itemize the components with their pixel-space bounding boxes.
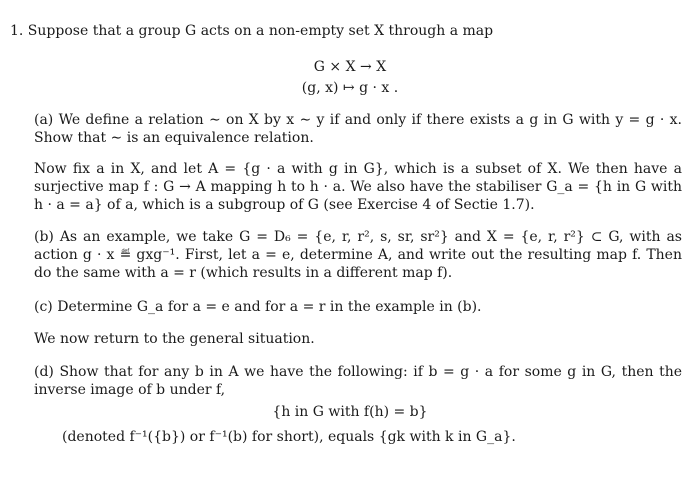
part-a: (a) We define a relation ∼ on X by x ∼ y if and only if there exists a g in G with y = g · x. Show that ∼ is an equivalence relation.: [34, 112, 682, 146]
display-formula-preimage: {h in G with f(h) = b}: [272, 404, 428, 420]
display-formula-action: (g, x) ↦ g · x .: [301, 80, 399, 96]
part-c: (c) Determine G_a for a = e and for a = r in the example in (b).: [34, 299, 482, 315]
part-d: (d) Show that for any b in A we have the following: if b = g · a for some g in G, then the inverse image of b under f,: [34, 364, 682, 398]
part-b: (b) As an example, we take G = D₆ = {e, r, r², s, sr, sr²} and X = {e, r, r²} ⊂ G, with as action g · x ≝ gxg⁻¹. First, let a = e, determine A, and write out the resulting map f. Then do the same with a = r (which results in a different map f).: [34, 229, 682, 281]
problem-intro: 1. Suppose that a group G acts on a non-empty set X through a map: [10, 23, 494, 39]
body-paragraph-2: We now return to the general situation.: [34, 331, 315, 347]
part-d-conclusion: (denoted f⁻¹({b}) or f⁻¹(b) for short), equals {gk with k in G_a}.: [62, 429, 516, 445]
body-paragraph-1: Now fix a in X, and let A = {g · a with g in G}, which is a subset of X. We then have a surjective map f : G → A mapping h to h · a. We also have the stabiliser G_a = {h in G with h · a = a} of a, which is a subgroup of G (see Exercise 4 of Sectie 1.7).: [34, 161, 682, 213]
display-formula-map: G × X → X: [313, 59, 387, 75]
